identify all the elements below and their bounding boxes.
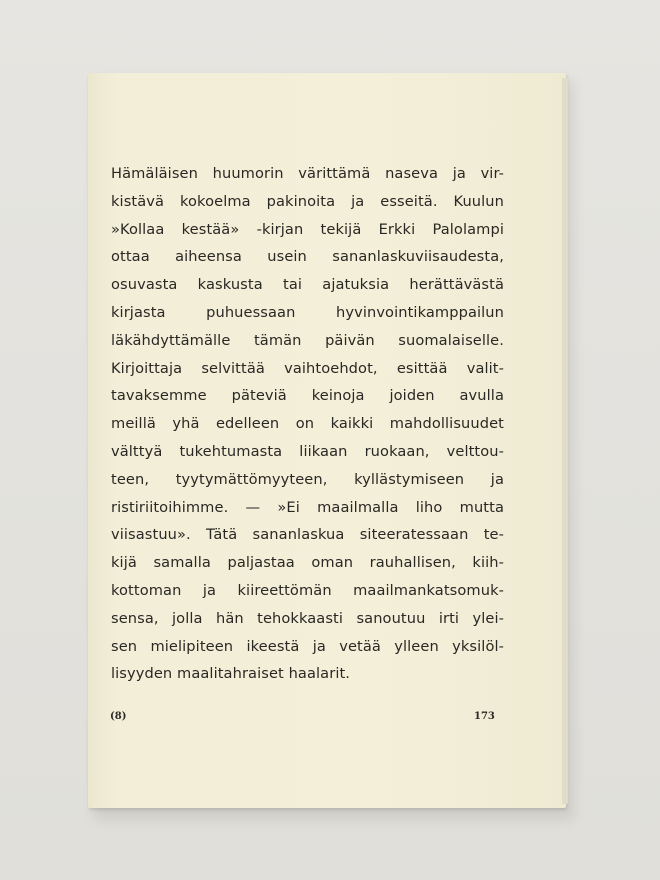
blurb-line: välttyä tukehtumasta liikaan ruokaan, velttou- <box>111 442 504 460</box>
blurb-line: osuvasta kaskusta tai ajatuksia herättävästä <box>111 276 504 294</box>
blurb-line: Hämäläisen huumorin värittämä naseva ja vir- <box>111 165 504 182</box>
blurb-line: teen, tyytymättömyyteen, kyllästymiseen ja <box>111 470 504 488</box>
blurb-line: tavaksemme päteviä keinoja joiden avulla <box>111 387 504 405</box>
blurb-text <box>111 160 504 688</box>
blurb-line: kijä samalla paljastaa oman rauhallisen, kiih- <box>111 554 504 572</box>
blurb-line: ristiriitoihimme. — »Ei maailmalla liho mutta <box>111 498 504 516</box>
blurb-line: sen mielipiteen ikeestä ja vetää ylleen yksilöl- <box>111 637 504 655</box>
footer-number: 173 <box>474 711 495 722</box>
footer-code: (8) <box>110 711 127 722</box>
blurb-line: kirjasta puhuessaan hyvinvointikamppailun <box>111 303 504 321</box>
blurb-line-last: lisyyden maalitahraiset haalarit. <box>111 665 351 683</box>
blurb-line: ottaa aiheensa usein sananlaskuviisaudesta, <box>111 248 504 266</box>
blurb-line: meillä yhä edelleen on kaikki mahdollisuudet <box>111 415 504 433</box>
blurb-line: kistävä kokoelma pakinoita ja esseitä. Kuulun <box>111 192 504 210</box>
blurb-line: kottoman ja kiireettömän maailmankatsomuk- <box>111 581 504 599</box>
book-page-edges <box>562 78 568 804</box>
blurb-line: »Kollaa kestää» -kirjan tekijä Erkki Palolampi <box>111 220 504 238</box>
blurb-line: sensa, jolla hän tehokkaasti sanoutuu irti ylei- <box>111 609 504 627</box>
blurb-line: läkähdyttämälle tämän päivän suomalaiselle. <box>111 331 504 349</box>
blurb-line: viisastuu». Tätä sananlaskua siteeratessaan te- <box>111 526 504 544</box>
blurb-line: Kirjoittaja selvittää vaihtoehdot, esittää valit- <box>111 359 504 377</box>
